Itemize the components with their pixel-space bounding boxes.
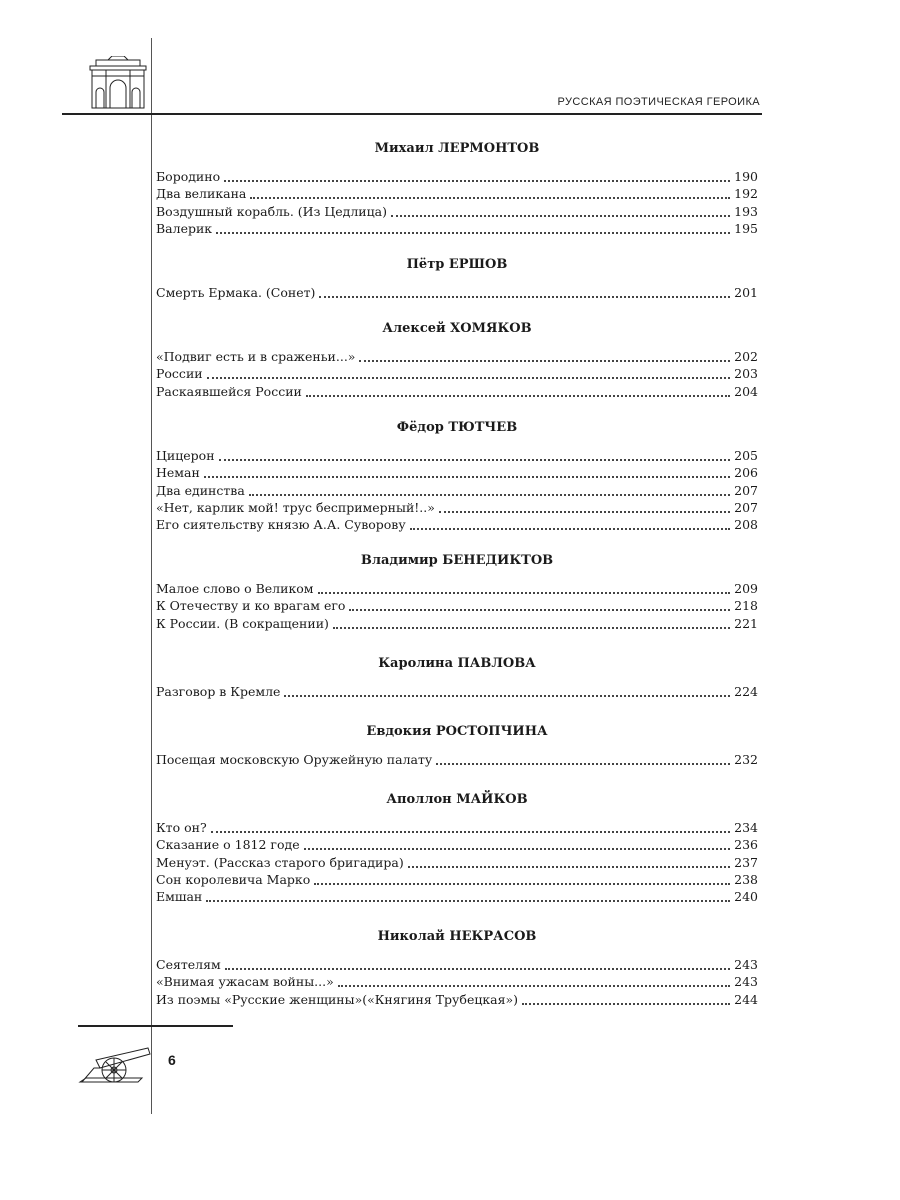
toc-entry[interactable] xyxy=(156,889,758,906)
toc-entry[interactable] xyxy=(156,285,758,302)
entry-page-number: 232 xyxy=(734,752,758,767)
dot-leader xyxy=(319,295,730,298)
dot-leader xyxy=(225,967,730,970)
entry-title: К России. (В сокращении) xyxy=(156,615,329,631)
toc-entry[interactable] xyxy=(156,581,758,598)
entry-title: Сон королевича Марко xyxy=(156,871,311,887)
author-heading: Евдокия РОСТОПЧИНА xyxy=(366,724,548,739)
dot-leader xyxy=(338,984,730,987)
toc-entry[interactable] xyxy=(156,448,758,465)
dot-leader xyxy=(408,865,730,868)
entry-title: Менуэт. (Рассказ старого бригадира) xyxy=(156,854,404,870)
entry-page-number: 243 xyxy=(734,974,758,990)
dot-leader xyxy=(284,694,730,697)
toc-entry[interactable] xyxy=(156,684,758,701)
entry-page-number: 195 xyxy=(734,220,758,236)
author-heading: Николай НЕКРАСОВ xyxy=(377,929,537,944)
toc-entry[interactable] xyxy=(156,752,758,769)
dot-leader xyxy=(219,458,731,461)
dot-leader xyxy=(250,196,730,199)
dot-leader xyxy=(216,231,730,234)
entry-page-number: 218 xyxy=(734,598,758,614)
entry-page-number: 240 xyxy=(734,889,758,905)
author-heading: Алексей ХОМЯКОВ xyxy=(382,321,532,336)
dot-leader xyxy=(436,762,730,765)
entry-page-number: 192 xyxy=(734,186,758,202)
entry-title: «Подвиг есть и в сраженьи...» xyxy=(156,349,356,364)
toc-entry[interactable] xyxy=(156,221,758,238)
toc-entry[interactable] xyxy=(156,483,758,500)
entry-title: Валерик xyxy=(156,220,213,236)
entry-title: К Отечеству и ко врагам его xyxy=(156,598,346,614)
toc-entry[interactable] xyxy=(156,837,758,854)
entry-page-number: 224 xyxy=(734,684,758,699)
dot-leader xyxy=(349,608,730,611)
toc-entry[interactable] xyxy=(156,974,758,991)
entry-title: Воздушный корабль. (Из Цедлица) xyxy=(156,203,387,219)
author-heading: Пётр ЕРШОВ xyxy=(406,257,508,272)
entry-title: Емшан xyxy=(156,889,203,905)
entry-title: Два единства xyxy=(156,482,245,498)
dot-leader xyxy=(249,493,730,496)
toc-entry[interactable] xyxy=(156,872,758,889)
toc-entry[interactable] xyxy=(156,465,758,482)
entry-title: Из поэмы «Русские женщины»(«Княгиня Трубецкая») xyxy=(156,991,519,1007)
dot-leader xyxy=(211,830,730,833)
author-heading: Фёдор ТЮТЧЕВ xyxy=(396,420,518,435)
entry-page-number: 206 xyxy=(734,465,758,481)
entry-title: «Нет, карлик мой! трус беспримерный!..» xyxy=(156,499,435,515)
dot-leader xyxy=(410,527,730,530)
dot-leader xyxy=(318,591,731,594)
entry-title: Разговор в Кремле xyxy=(156,684,281,699)
toc-entry[interactable] xyxy=(156,616,758,633)
entry-title: Цицерон xyxy=(156,448,215,463)
entry-page-number: 221 xyxy=(734,615,758,631)
footer-rule xyxy=(78,1025,233,1027)
entry-page-number: 202 xyxy=(734,349,758,364)
header-rule xyxy=(62,113,762,115)
running-title: РУССКАЯ ПОЭТИЧЕСКАЯ ГЕРОИКА xyxy=(557,96,760,108)
dot-leader xyxy=(304,847,731,850)
entry-title: Посещая московскую Оружейную палату xyxy=(156,752,433,767)
entry-page-number: 244 xyxy=(734,991,758,1007)
entry-title: Смерть Ермака. (Сонет) xyxy=(156,285,316,300)
cannon-icon xyxy=(78,1038,158,1086)
entry-title: Бородино xyxy=(156,169,221,184)
entry-page-number: 204 xyxy=(734,383,758,399)
dot-leader xyxy=(333,626,730,629)
page-number: 6 xyxy=(168,1052,176,1068)
dot-leader xyxy=(306,394,730,397)
dot-leader xyxy=(522,1002,730,1005)
dot-leader xyxy=(224,179,730,182)
entry-title: Два великана xyxy=(156,186,247,202)
dot-leader xyxy=(359,359,730,362)
entry-page-number: 207 xyxy=(734,482,758,498)
entry-title: России xyxy=(156,366,203,382)
margin-rule xyxy=(151,38,152,1114)
entry-page-number: 193 xyxy=(734,203,758,219)
toc-entry[interactable] xyxy=(156,517,758,534)
toc-entry[interactable] xyxy=(156,186,758,203)
entry-page-number: 209 xyxy=(734,581,758,596)
entry-title: Сеятелям xyxy=(156,957,221,972)
entry-page-number: 201 xyxy=(734,285,758,300)
entry-page-number: 234 xyxy=(734,820,758,835)
entry-title: Его сиятельству князю А.А. Суворову xyxy=(156,517,406,533)
entry-page-number: 203 xyxy=(734,366,758,382)
toc-entry[interactable] xyxy=(156,169,758,186)
entry-title: Раскаявшейся России xyxy=(156,383,302,399)
entry-page-number: 243 xyxy=(734,957,758,972)
entry-title: «Внимая ужасам войны...» xyxy=(156,974,334,990)
author-heading: Михаил ЛЕРМОНТОВ xyxy=(374,141,540,156)
author-heading: Аполлон МАЙКОВ xyxy=(386,792,528,807)
entry-title: Сказание о 1812 годе xyxy=(156,837,300,853)
toc-entry[interactable] xyxy=(156,500,758,517)
author-heading: Владимир БЕНЕДИКТОВ xyxy=(360,553,554,568)
toc-entry[interactable] xyxy=(156,957,758,974)
triumphal-arch-icon xyxy=(88,56,148,110)
toc-entry[interactable] xyxy=(156,349,758,366)
entry-page-number: 237 xyxy=(734,854,758,870)
entry-title: Кто он? xyxy=(156,820,207,835)
entry-page-number: 205 xyxy=(734,448,758,463)
toc-entry[interactable] xyxy=(156,366,758,383)
toc-entry[interactable] xyxy=(156,992,758,1009)
toc-entry[interactable] xyxy=(156,855,758,872)
entry-page-number: 238 xyxy=(734,871,758,887)
entry-page-number: 190 xyxy=(734,169,758,184)
toc-entry[interactable] xyxy=(156,384,758,401)
toc-entry[interactable] xyxy=(156,204,758,221)
entry-page-number: 236 xyxy=(734,837,758,853)
dot-leader xyxy=(206,899,730,902)
toc-entry[interactable] xyxy=(156,598,758,615)
entry-title: Неман xyxy=(156,465,200,481)
toc-entry[interactable] xyxy=(156,820,758,837)
dot-leader xyxy=(314,882,730,885)
entry-page-number: 208 xyxy=(734,517,758,533)
entry-title: Малое слово о Великом xyxy=(156,581,314,596)
dot-leader xyxy=(439,510,730,513)
author-heading: Каролина ПАВЛОВА xyxy=(378,656,536,671)
dot-leader xyxy=(207,376,731,379)
entry-page-number: 207 xyxy=(734,499,758,515)
dot-leader xyxy=(391,214,730,217)
dot-leader xyxy=(204,475,730,478)
